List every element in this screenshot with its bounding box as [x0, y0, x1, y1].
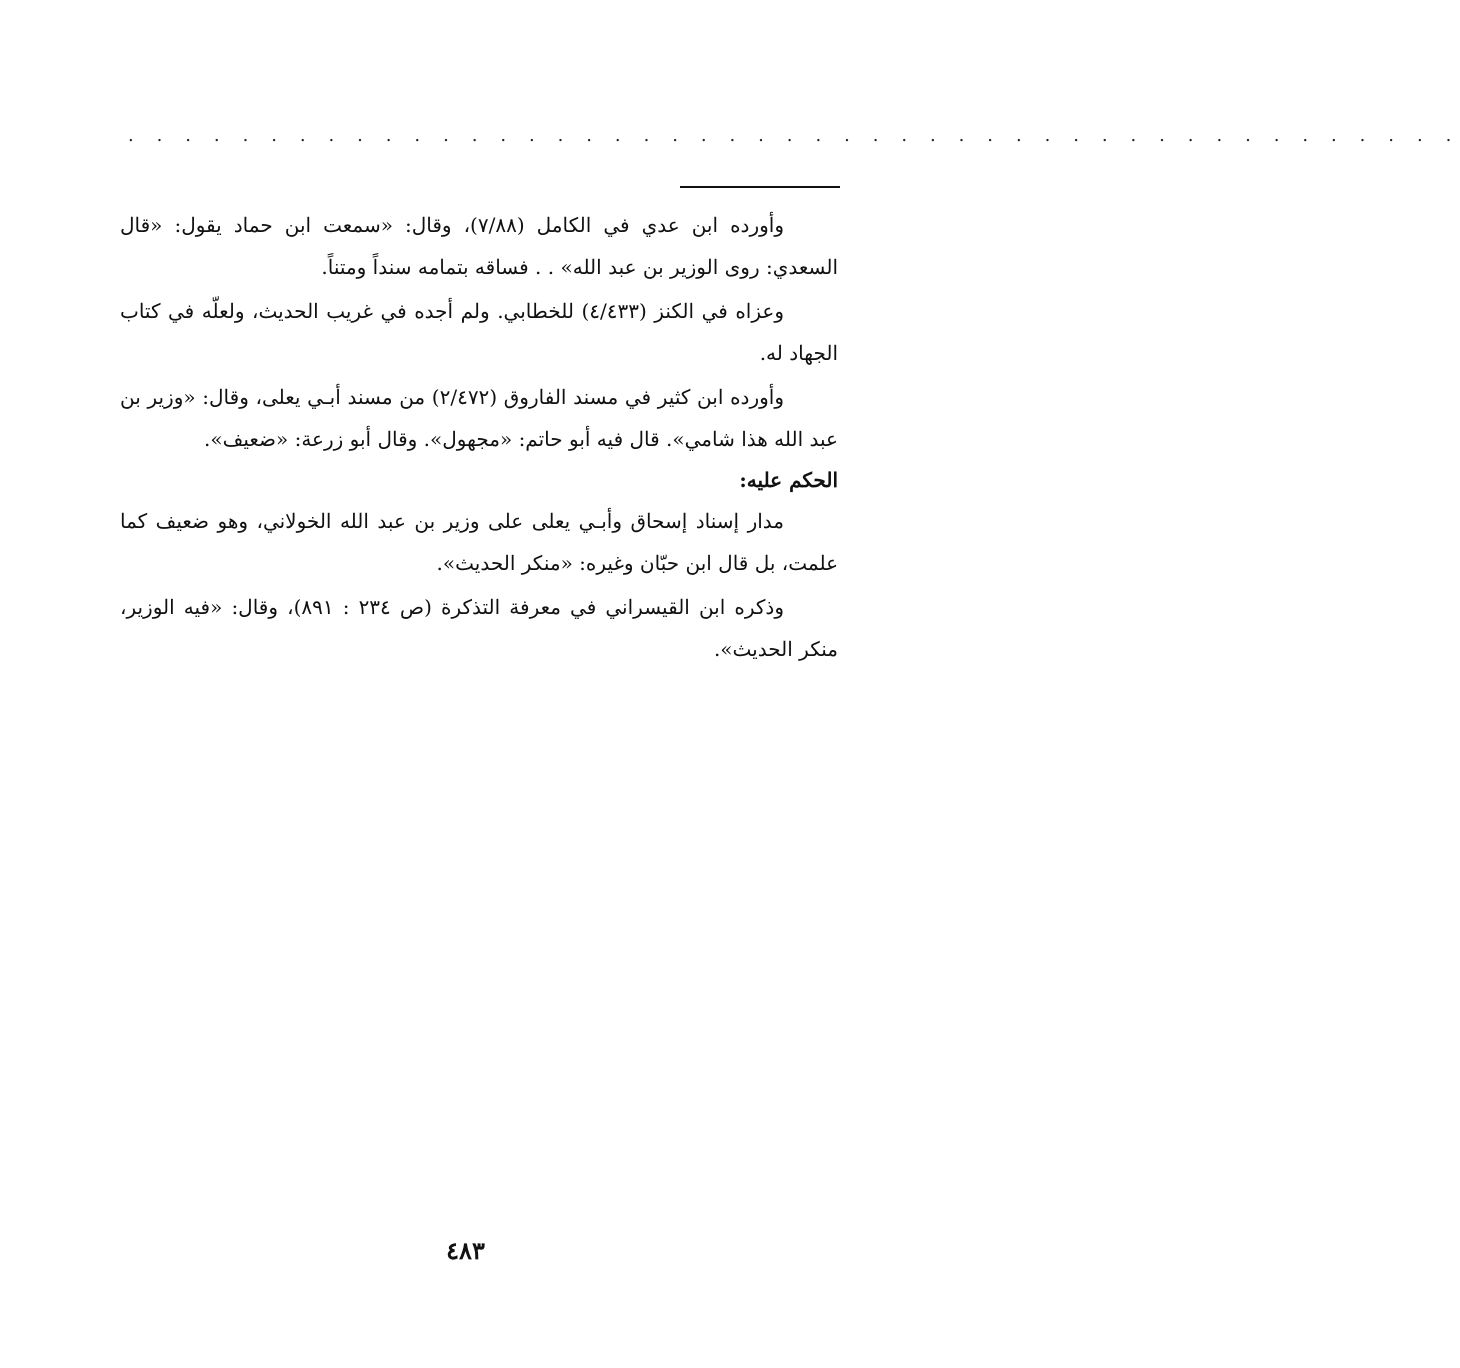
- ruling-heading: الحكم عليه:: [739, 468, 838, 492]
- footnote-paragraph-1: وأورده ابن عدي في الكامل (٧/٨٨)، وقال: «سمعت ابن حماد يقول: «قال السعدي: روى الوزير بن عبد الله» . . فساقه بتمامه سنداً ومتناً.: [120, 213, 838, 279]
- footnote-paragraph-3: وأورده ابن كثير في مسند الفاروق (٢/٤٧٢) من مسند أبـي يعلى، وقال: «وزير بن عبد الله هذا شامي». قال فيه أبو حاتم: «مجهول». وقال أبو زرعة: «ضعيف».: [120, 385, 838, 451]
- separator-dots: . . . . . . . . . . . . . . . . . . . . . . . . . . . . . . . . . . . . . . . . . . . . . . .: [128, 125, 1460, 146]
- page-body: [120, 204, 838, 670]
- page-number: ٤٨٣: [446, 1236, 485, 1265]
- footnote-rule: [680, 186, 840, 188]
- ruling-paragraph-1: مدار إسناد إسحاق وأبـي يعلى على وزير بن عبد الله الخولاني، وهو ضعيف كما علمت، بل قال ابن حبّان وغيره: «منكر الحديث».: [120, 509, 838, 575]
- footnote-paragraph-2: وعزاه في الكنز (٤/٤٣٣) للخطابي. ولم أجده في غريب الحديث، ولعلّه في كتاب الجهاد له.: [120, 299, 838, 365]
- ruling-paragraph-2: وذكره ابن القيسراني في معرفة التذكرة (ص ٢٣٤ : ٨٩١)، وقال: «فيه الوزير، منكر الحديث».: [120, 595, 838, 661]
